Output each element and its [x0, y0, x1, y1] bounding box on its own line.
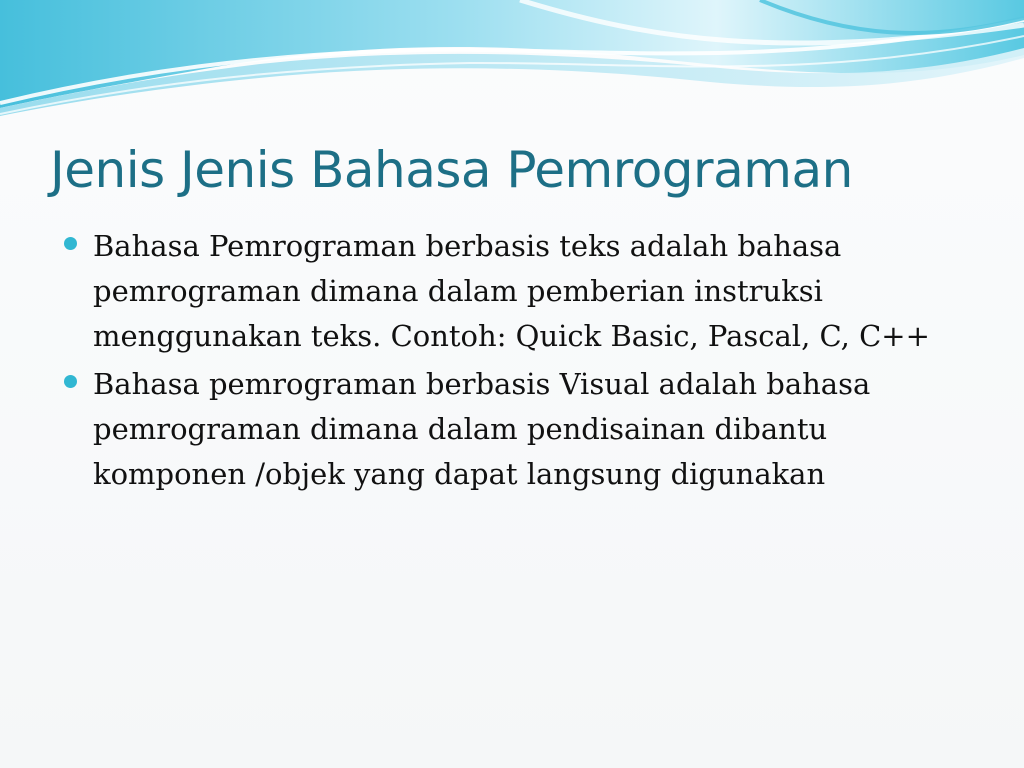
- slide-title: Jenis Jenis Bahasa Pemrograman: [50, 141, 853, 199]
- bullet-item-visual-based: [64, 362, 954, 497]
- bullet-text: Bahasa pemrograman berbasis Visual adalah bahasa pemrograman dimana dalam pendisainan dibantu komponen /objek yang dapat langsung digunakan: [93, 367, 871, 491]
- bullet-dot-icon: [64, 237, 77, 250]
- bullet-item-text-based: [64, 224, 954, 359]
- bullet-text: Bahasa Pemrograman berbasis teks adalah bahasa pemrograman dimana dalam pemberian instruksi menggunakan teks. Contoh: Quick Basic, Pascal, C, C++: [93, 229, 930, 353]
- bullet-list: [64, 224, 954, 500]
- decorative-wave-header: [0, 0, 1024, 130]
- bullet-dot-icon: [64, 375, 77, 388]
